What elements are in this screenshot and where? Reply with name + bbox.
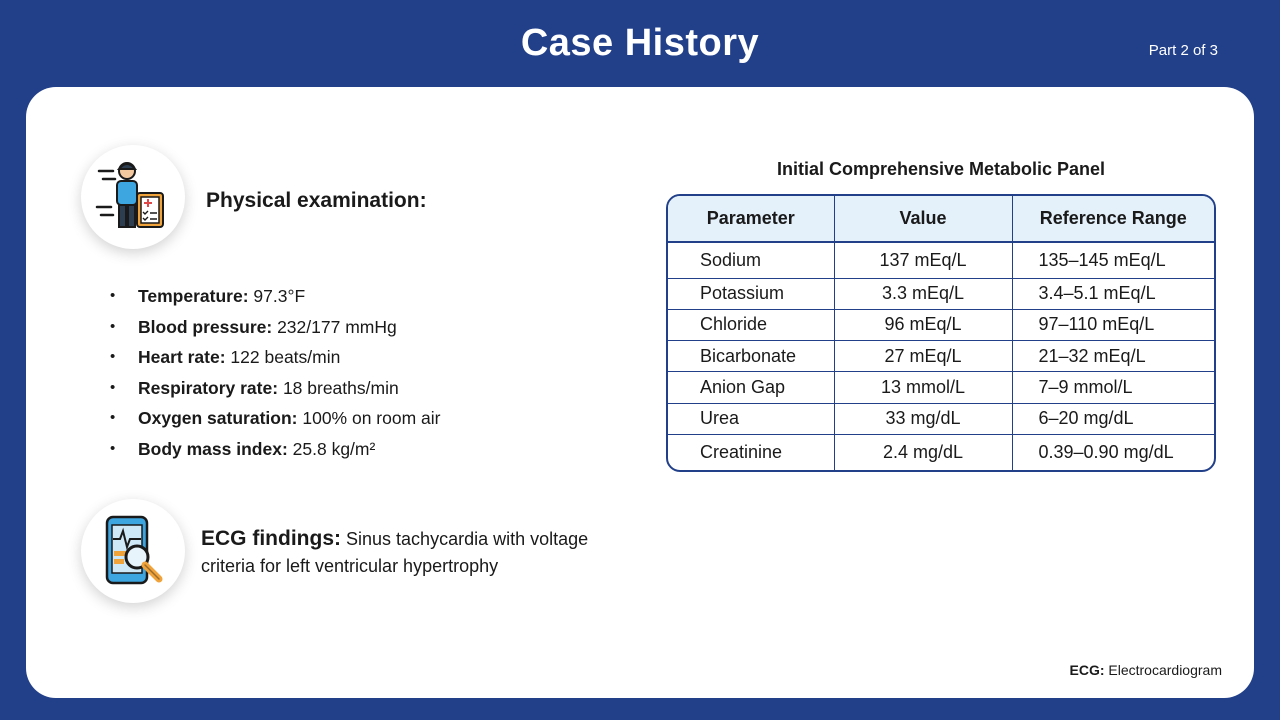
table-cell: Anion Gap — [668, 372, 834, 403]
vital-label: Temperature: — [138, 286, 249, 306]
ecg-findings — [201, 525, 641, 580]
table-row — [668, 341, 1214, 372]
vital-label: Blood pressure: — [138, 316, 273, 337]
panel-title: Initial Comprehensive Metabolic Panel — [776, 159, 1106, 179]
table-cell: Bicarbonate — [668, 341, 834, 372]
page-title: Case History — [520, 22, 760, 64]
part-indicator: Part 2 of 3 — [1148, 42, 1218, 59]
ecg-label: ECG findings: — [201, 527, 341, 550]
footnote — [1070, 662, 1223, 678]
vital-label: Oxygen saturation: — [138, 408, 298, 428]
table-row — [668, 434, 1214, 470]
content-card — [26, 87, 1254, 698]
table-cell: Chloride — [668, 309, 834, 340]
table-cell: 33 mg/dL — [834, 403, 1012, 434]
footnote-text: Electrocardiogram — [1108, 662, 1222, 678]
table-cell: 3.3 mEq/L — [834, 278, 1012, 309]
table-cell: Creatinine — [668, 434, 834, 470]
table-cell: 0.39–0.90 mg/dL — [1038, 442, 1174, 463]
list-item — [110, 434, 441, 465]
table-row — [668, 278, 1214, 309]
doctor-clipboard-icon — [81, 145, 185, 249]
table-cell: Sodium — [668, 242, 834, 278]
ecg-phone-magnifier-icon — [81, 499, 185, 603]
vitals-list — [110, 281, 441, 464]
vital-value: 25.8 kg/m² — [292, 438, 376, 459]
vital-label: Heart rate: — [138, 347, 226, 367]
list-item — [110, 342, 441, 373]
table-cell: 96 mEq/L — [834, 309, 1012, 340]
vital-value: 97.3°F — [253, 286, 306, 306]
table-cell: 21–32 mEq/L — [1012, 341, 1214, 372]
table-cell: 135–145 mEq/L — [1012, 242, 1214, 278]
table-cell: 2.4 mg/dL — [834, 434, 1012, 470]
vital-value: 100% on room air — [302, 408, 441, 428]
table-header-row — [668, 196, 1214, 242]
vital-value: 232/177 mmHg — [277, 316, 397, 337]
table-cell: 3.4–5.1 mEq/L — [1012, 278, 1214, 309]
table-cell: 6–20 mg/dL — [1012, 403, 1214, 434]
physical-exam-heading: Physical examination: — [206, 189, 427, 212]
vital-label: Body mass index: — [138, 438, 288, 459]
footnote-abbr: ECG: — [1069, 662, 1105, 678]
table-cell: Urea — [668, 403, 834, 434]
list-item — [110, 403, 441, 434]
ecg-text: Sinus tachycardia with voltage criteria for left ventricular hypertrophy — [201, 529, 589, 576]
list-item — [110, 312, 441, 343]
list-item — [110, 281, 441, 312]
table-row — [668, 372, 1214, 403]
list-item — [110, 373, 441, 404]
table-cell: 13 mmol/L — [834, 372, 1012, 403]
table-row — [668, 403, 1214, 434]
column-header: Parameter — [668, 196, 834, 242]
table-row — [668, 242, 1214, 278]
table-cell: 137 mEq/L — [834, 242, 1012, 278]
metabolic-panel-table — [666, 194, 1216, 472]
vital-value: 122 beats/min — [230, 347, 341, 367]
table-cell: 7–9 mmol/L — [1012, 372, 1214, 403]
table-cell: 27 mEq/L — [834, 341, 1012, 372]
table-cell: 97–110 mEq/L — [1012, 309, 1214, 340]
table-row — [668, 309, 1214, 340]
vital-label: Respiratory rate: — [138, 377, 279, 398]
table-cell: Potassium — [668, 278, 834, 309]
column-header: Reference Range — [1012, 196, 1214, 242]
vital-value: 18 breaths/min — [282, 377, 399, 398]
column-header: Value — [834, 196, 1012, 242]
